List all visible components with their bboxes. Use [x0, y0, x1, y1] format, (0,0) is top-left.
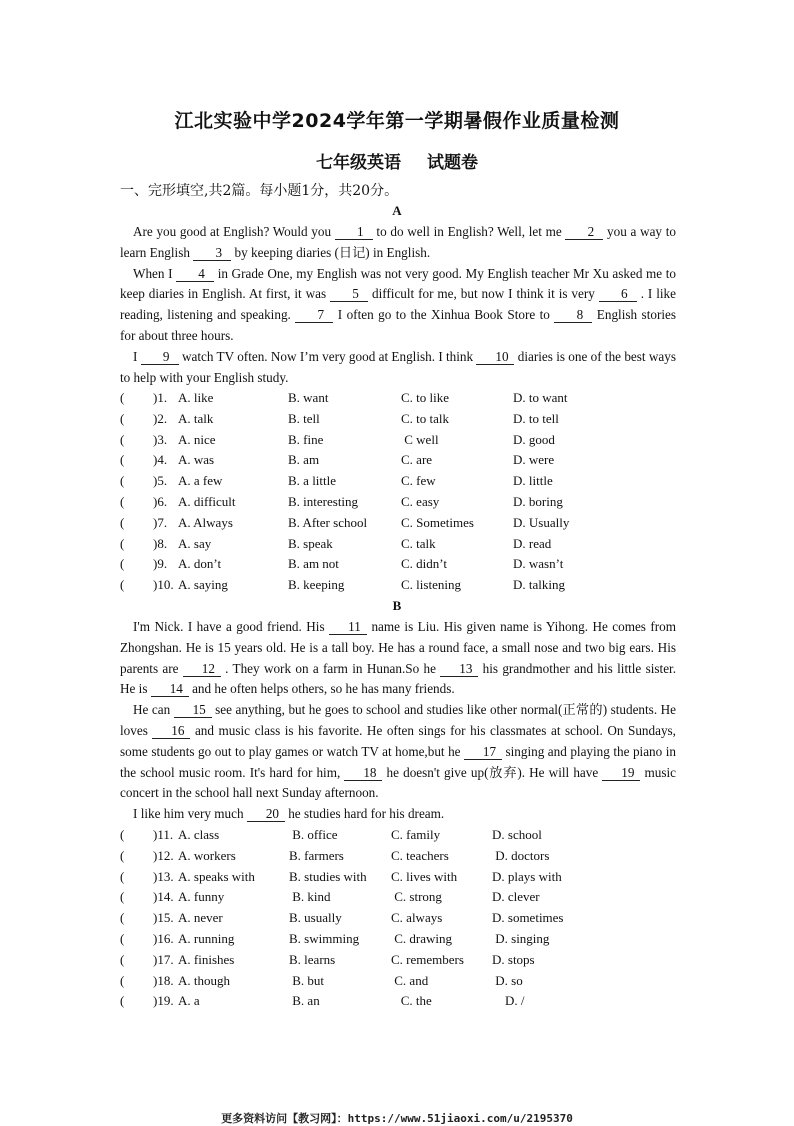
option-c: C. talk	[401, 535, 436, 551]
option-c: C. drawing	[391, 930, 453, 946]
option-b: B. swimming	[289, 930, 360, 946]
passage-text: name is Liu. His given name is Yihong. He comes from Zhongshan. He is 15 years old. He is a tall boy. He has a round face, a small nose and two big ears. His parents are	[120, 619, 677, 676]
options-b	[120, 825, 680, 1012]
subject-label: 七年级英语	[316, 153, 401, 173]
question-row	[120, 409, 680, 430]
answer-bracket[interactable]: (	[120, 473, 125, 489]
blank-17: 17	[464, 744, 502, 760]
option-c: C. and	[391, 972, 429, 988]
option-a: A. difficult	[178, 493, 236, 509]
passage-text: you a way to learn English	[120, 224, 676, 260]
option-b: B. farmers	[289, 847, 344, 863]
blank-15: 15	[174, 702, 212, 718]
option-b: B. learns	[289, 951, 336, 967]
question-number: )13.	[153, 868, 174, 884]
blank-12: 12	[183, 661, 221, 677]
option-a: A. was	[178, 452, 215, 468]
question-number: )6.	[153, 493, 168, 509]
option-d: D. Usually	[513, 514, 570, 530]
option-d: D. plays with	[492, 868, 562, 884]
answer-bracket[interactable]: (	[120, 951, 125, 967]
passage-a-marker: A	[392, 203, 402, 218]
passage-text: English stories for about three hours.	[120, 307, 676, 343]
answer-bracket[interactable]: (	[120, 410, 125, 426]
question-number: )7.	[153, 514, 168, 530]
paragraph	[120, 700, 676, 804]
passage-text: diaries is one of the best ways to help with your English study.	[120, 348, 676, 385]
question-number: )8.	[153, 535, 168, 551]
answer-bracket[interactable]: (	[120, 847, 125, 863]
question-number: )12.	[153, 847, 174, 863]
option-a: A. speaks with	[178, 868, 255, 884]
passage-a	[120, 222, 676, 388]
blank-13: 13	[440, 661, 478, 677]
section-heading: 一、完形填空,共2篇。每小题1分，共20分。	[120, 183, 399, 199]
passage-b	[120, 617, 676, 825]
option-b: B. usually	[289, 910, 342, 926]
exam-title: 江北实验中学2024学年第一学期暑假作业质量检测	[174, 110, 620, 132]
option-a: A. say	[178, 535, 212, 551]
option-b: B. an	[289, 993, 320, 1009]
question-row	[120, 929, 680, 950]
option-a: A. nice	[178, 431, 216, 447]
question-number: )5.	[153, 473, 168, 489]
question-number: )10.	[153, 577, 174, 593]
option-a: A. Always	[178, 514, 233, 530]
question-row	[120, 887, 680, 908]
answer-bracket[interactable]: (	[120, 452, 125, 468]
blank-11: 11	[329, 619, 367, 635]
option-b: B. After school	[288, 514, 368, 530]
blank-19: 19	[602, 765, 640, 781]
option-b: B. kind	[289, 889, 331, 905]
option-b: B. a little	[288, 473, 337, 489]
question-row	[120, 492, 680, 513]
passage-text: to do well in English? Well, let me	[372, 224, 566, 239]
paper-label: 试题卷	[427, 153, 478, 173]
blank-8: 8	[554, 307, 592, 323]
option-d: D. read	[513, 535, 552, 551]
passage-text: I'm Nick. I have a good friend. His	[133, 619, 330, 634]
question-row	[120, 554, 680, 575]
option-a: A. don’t	[178, 556, 222, 572]
passage-text: . I like reading, listening and speaking.	[120, 286, 676, 323]
option-b: B. am not	[288, 556, 339, 572]
option-a: A. running	[178, 930, 235, 946]
question-number: )1.	[153, 390, 168, 405]
answer-bracket[interactable]: (	[120, 972, 125, 988]
answer-bracket[interactable]: (	[120, 910, 125, 926]
passage-b-marker: B	[392, 598, 402, 613]
passage-text: music concert in the school hall next Sunday afternoon.	[120, 764, 676, 801]
blank-18: 18	[344, 765, 382, 781]
blank-10: 10	[476, 349, 514, 365]
option-c: C. remembers	[391, 951, 464, 967]
blank-3: 3	[193, 245, 231, 261]
paragraph	[120, 264, 676, 347]
option-d: D. so	[492, 972, 523, 988]
options-a	[120, 388, 680, 596]
option-b: B. keeping	[288, 577, 345, 593]
blank-14: 14	[151, 681, 189, 697]
option-c: C. always	[391, 910, 443, 926]
option-a: A. talk	[178, 410, 214, 426]
question-number: )16.	[153, 930, 174, 946]
blank-2: 2	[565, 224, 603, 240]
answer-bracket[interactable]: (	[120, 889, 125, 905]
option-d: D. wasn’t	[513, 556, 564, 572]
passage-text: by keeping diaries (日记) in English.	[231, 244, 431, 260]
answer-bracket[interactable]: (	[120, 514, 125, 530]
option-b: B. office	[289, 827, 338, 842]
question-number: )15.	[153, 910, 174, 926]
paragraph	[120, 617, 676, 700]
question-number: )19.	[153, 993, 174, 1009]
question-row	[120, 846, 680, 867]
option-a: A. though	[178, 972, 230, 988]
question-number: )4.	[153, 452, 168, 468]
option-d: D. to want	[513, 390, 568, 405]
passage-text: He can	[133, 702, 174, 718]
question-number: )9.	[153, 556, 168, 572]
option-d: D. stops	[492, 951, 535, 967]
paragraph	[120, 222, 676, 264]
option-c: C. family	[391, 827, 441, 842]
answer-bracket[interactable]: (	[120, 535, 125, 551]
paragraph	[120, 347, 676, 389]
option-c: C. to talk	[401, 410, 450, 426]
option-d: D. good	[513, 431, 555, 447]
answer-bracket[interactable]: (	[120, 390, 125, 405]
option-c: C. listening	[401, 577, 461, 593]
blank-6: 6	[599, 286, 637, 302]
option-c: C. few	[401, 473, 436, 489]
option-b: B. want	[288, 390, 329, 405]
question-number: )11.	[153, 827, 174, 842]
passage-text: and he often helps others, so he has many friends.	[188, 681, 455, 697]
question-row	[120, 971, 680, 992]
option-c: C. Sometimes	[401, 514, 474, 530]
option-b: B. studies with	[289, 868, 367, 884]
question-row	[120, 908, 680, 929]
blank-20: 20	[247, 806, 285, 822]
question-row	[120, 534, 680, 555]
passage-text: see anything, but he goes to school and studies like other normal(正常的) students. He loves	[120, 702, 676, 738]
passage-text: he studies hard for his dream.	[284, 806, 445, 822]
option-a: A. like	[178, 390, 214, 405]
option-a: A. a few	[178, 473, 223, 489]
passage-text: I	[133, 348, 141, 364]
option-d: D. school	[492, 827, 542, 842]
option-c: C. to like	[401, 390, 450, 405]
passage-text: in Grade One, my English was not very good. My English teacher Mr Xu asked me to keep diaries in English. At first, it was	[120, 265, 676, 302]
option-d: D. singing	[492, 930, 550, 946]
option-c: C. didn’t	[401, 556, 447, 572]
answer-bracket[interactable]: (	[120, 556, 125, 572]
question-row	[120, 513, 680, 534]
passage-text: Are you good at English? Would you	[133, 224, 335, 239]
option-c: C. strong	[391, 889, 442, 905]
paragraph	[120, 804, 676, 825]
passage-text: . They work on a farm in Hunan.So he	[220, 660, 441, 676]
option-d: D. were	[513, 452, 555, 468]
question-row	[120, 430, 680, 451]
option-c: C well	[401, 431, 439, 447]
option-d: D. boring	[513, 493, 563, 509]
question-row	[120, 950, 680, 971]
option-d: D. sometimes	[492, 910, 564, 926]
option-b: B. am	[288, 452, 320, 468]
blank-7: 7	[295, 307, 333, 323]
passage-text: his grandmother and his little sister. He is	[120, 660, 677, 697]
question-number: )3.	[153, 431, 168, 447]
blank-9: 9	[141, 349, 179, 365]
option-a: A. class	[178, 827, 220, 842]
option-a: A. finishes	[178, 951, 235, 967]
question-row	[120, 867, 680, 888]
answer-bracket[interactable]: (	[120, 868, 125, 884]
answer-bracket[interactable]: (	[120, 930, 125, 946]
option-c: C. lives with	[391, 868, 458, 884]
question-row	[120, 575, 680, 596]
option-d: D. /	[492, 993, 525, 1009]
blank-16: 16	[152, 723, 190, 739]
passage-text: When I	[133, 265, 177, 281]
question-number: )2.	[153, 410, 168, 426]
option-d: D. doctors	[492, 847, 550, 863]
answer-bracket[interactable]: (	[120, 993, 125, 1009]
blank-5: 5	[330, 286, 368, 302]
option-c: C. are	[401, 452, 433, 468]
option-d: D. clever	[492, 889, 540, 905]
option-d: D. talking	[513, 577, 565, 593]
blank-4: 4	[176, 266, 214, 282]
question-row	[120, 450, 680, 471]
option-b: B. tell	[288, 410, 320, 426]
option-a: A. funny	[178, 889, 225, 905]
blank-1: 1	[335, 224, 373, 240]
option-a: A. never	[178, 910, 223, 926]
option-b: B. interesting	[288, 493, 359, 509]
passage-text: difficult for me, but now I think it is very	[368, 286, 599, 302]
answer-bracket[interactable]: (	[120, 577, 125, 593]
question-number: )17.	[153, 951, 174, 967]
option-a: A. saying	[178, 577, 228, 593]
option-b: B. speak	[288, 535, 333, 551]
answer-bracket[interactable]: (	[120, 431, 125, 447]
question-row	[120, 991, 680, 1012]
passage-text: and music class is his favorite. He often sings for his classmates at school. On Sundays, some students go out to play games or watch TV at home,but he	[120, 722, 676, 759]
option-a: A. workers	[178, 847, 236, 863]
passage-text: he doesn't give up(放弃). He will have	[382, 764, 603, 780]
option-d: D. to tell	[513, 410, 559, 426]
answer-bracket[interactable]: (	[120, 493, 125, 509]
passage-text: singing and playing the piano in the school music room. It's hard for him,	[120, 743, 676, 780]
option-c: C. the	[391, 993, 432, 1009]
question-number: )18.	[153, 972, 174, 988]
passage-text: I often go to the Xinhua Book Store to	[333, 307, 555, 323]
question-number: )14.	[153, 889, 174, 905]
exam-subtitle	[0, 148, 794, 173]
answer-bracket[interactable]: (	[120, 827, 125, 842]
footer-link[interactable]: 更多资料访问【教习网】：https://www.51jiaoxi.com/u/2195370	[221, 1112, 573, 1125]
question-row	[120, 471, 680, 492]
option-b: B. fine	[288, 431, 324, 447]
passage-text: I like him very much	[133, 806, 247, 822]
option-d: D. little	[513, 473, 553, 489]
option-c: C. easy	[401, 493, 440, 509]
option-a: A. a	[178, 993, 200, 1009]
question-row	[120, 825, 680, 846]
option-c: C. teachers	[391, 847, 449, 863]
question-row	[120, 388, 680, 409]
option-b: B. but	[289, 972, 325, 988]
passage-text: watch TV often. Now I’m very good at English. I think	[178, 348, 477, 364]
